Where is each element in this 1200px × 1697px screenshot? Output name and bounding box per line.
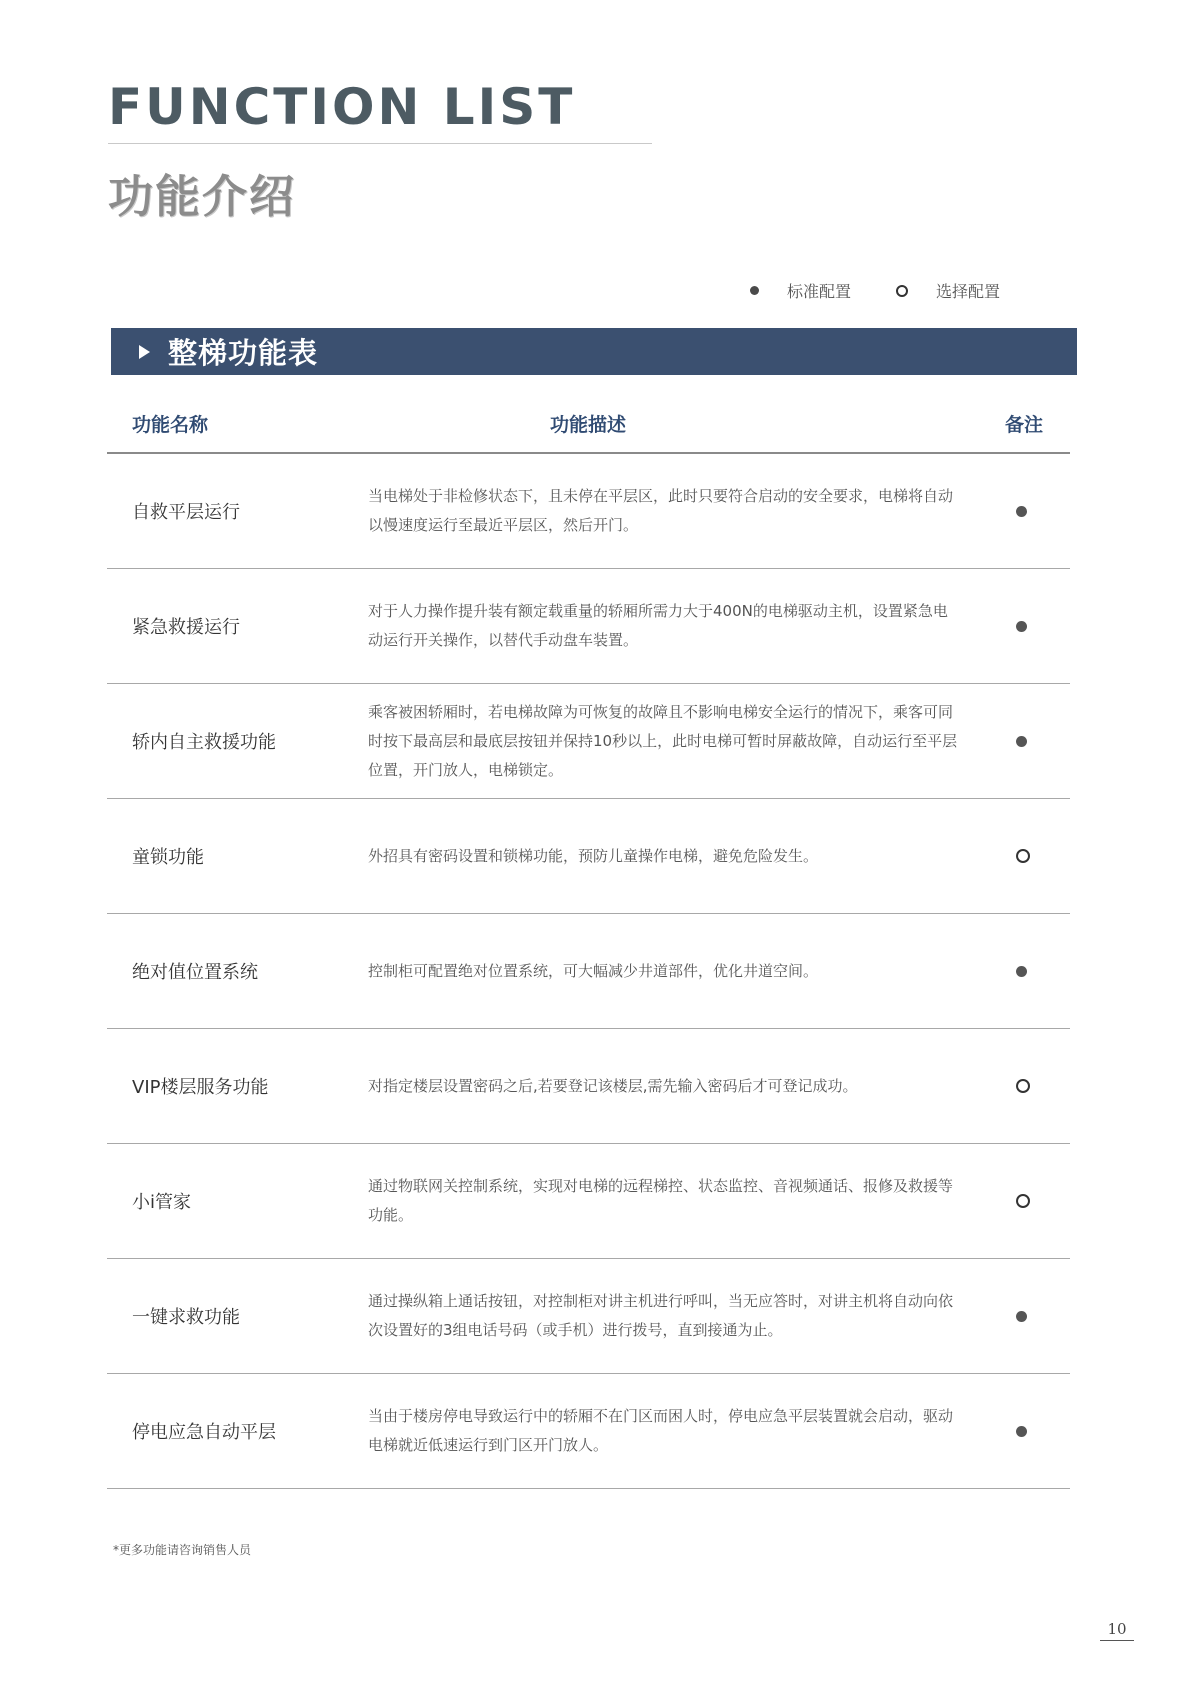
function-name: 停电应急自动平层	[132, 1422, 276, 1443]
page-title-en: FUNCTION LIST	[108, 78, 576, 136]
function-description: 通过物联网关控制系统，实现对电梯的远程梯控、状态监控、音视频通话、报修及救援等功能。	[368, 1177, 954, 1224]
open-circle-icon	[1016, 1079, 1030, 1093]
legend-optional	[896, 279, 1000, 302]
config-remark	[1016, 569, 1027, 683]
table-header	[107, 396, 1070, 454]
page-title-cn: 功能介绍	[108, 170, 297, 223]
legend-standard	[750, 279, 851, 302]
function-description: 对指定楼层设置密码之后,若要登记该楼层,需先输入密码后才可登记成功。	[368, 1076, 858, 1095]
filled-dot-icon	[750, 286, 759, 295]
open-circle-icon	[1016, 1194, 1030, 1208]
function-description: 外招具有密码设置和锁梯功能，预防儿童操作电梯，避免危险发生。	[368, 846, 819, 865]
function-name: 童锁功能	[132, 847, 204, 868]
config-remark	[1016, 914, 1027, 1028]
table-row	[107, 1029, 1070, 1144]
table-row	[107, 1259, 1070, 1374]
column-header-remark: 备注	[1005, 414, 1044, 436]
function-description: 对于人力操作提升装有额定载重量的轿厢所需力大于400N的电梯驱动主机，设置紧急电动运行开关操作，以替代手动盘车装置。	[368, 602, 948, 649]
config-remark	[1016, 799, 1030, 913]
config-remark	[1016, 684, 1027, 798]
triangle-right-icon	[139, 345, 150, 359]
function-description: 乘客被困轿厢时，若电梯故障为可恢复的故障且不影响电梯安全运行的情况下，乘客可同时按下最高层和最底层按钮并保持10秒以上，此时电梯可暂时屏蔽故障，自动运行至平层位置，开门放人，电梯锁定。	[368, 702, 958, 779]
function-name: 紧急救援运行	[132, 617, 240, 638]
open-circle-icon	[896, 285, 908, 297]
function-name: 绝对值位置系统	[132, 962, 258, 983]
filled-dot-icon	[1016, 1426, 1027, 1437]
table-row	[107, 1374, 1070, 1489]
section-banner	[111, 328, 1077, 375]
config-remark	[1016, 1029, 1030, 1143]
function-description: 当由于楼房停电导致运行中的轿厢不在门区而困人时，停电应急平层装置就会启动，驱动电梯就近低速运行到门区开门放人。	[368, 1407, 954, 1454]
filled-dot-icon	[1016, 966, 1027, 977]
function-description: 控制柜可配置绝对位置系统，可大幅减少井道部件，优化井道空间。	[368, 961, 819, 980]
config-remark	[1016, 1259, 1027, 1373]
config-remark	[1016, 454, 1027, 568]
filled-dot-icon	[1016, 736, 1027, 747]
footnote: *更多功能请咨询销售人员	[113, 1543, 252, 1557]
function-name: 小i管家	[132, 1192, 192, 1213]
function-name: VIP楼层服务功能	[132, 1077, 269, 1098]
table-row	[107, 454, 1070, 569]
filled-dot-icon	[1016, 506, 1027, 517]
page-number: 10	[1100, 1620, 1134, 1641]
function-description: 通过操纵箱上通话按钮，对控制柜对讲主机进行呼叫，当无应答时，对讲主机将自动向依次设置好的3组电话号码（或手机）进行拨号，直到接通为止。	[368, 1292, 954, 1339]
filled-dot-icon	[1016, 1311, 1027, 1322]
filled-dot-icon	[1016, 621, 1027, 632]
table-row	[107, 1144, 1070, 1259]
legend-optional-label: 选择配置	[936, 282, 1001, 301]
function-name: 一键求救功能	[132, 1307, 240, 1328]
table-row	[107, 569, 1070, 684]
config-remark	[1016, 1374, 1027, 1488]
table-row	[107, 799, 1070, 914]
function-name: 轿内自主救援功能	[132, 732, 276, 753]
table-row	[107, 684, 1070, 799]
title-divider	[108, 143, 652, 144]
legend-standard-label: 标准配置	[787, 282, 852, 301]
column-header-name: 功能名称	[132, 414, 209, 436]
function-table-body	[107, 454, 1070, 1489]
column-header-description: 功能描述	[550, 414, 627, 436]
table-row	[107, 914, 1070, 1029]
section-title: 整梯功能表	[168, 336, 319, 370]
open-circle-icon	[1016, 849, 1030, 863]
function-name: 自救平层运行	[132, 502, 240, 523]
config-legend	[750, 279, 1000, 302]
function-description: 当电梯处于非检修状态下，且未停在平层区，此时只要符合启动的安全要求，电梯将自动以慢速度运行至最近平层区，然后开门。	[368, 487, 954, 534]
config-remark	[1016, 1144, 1030, 1258]
